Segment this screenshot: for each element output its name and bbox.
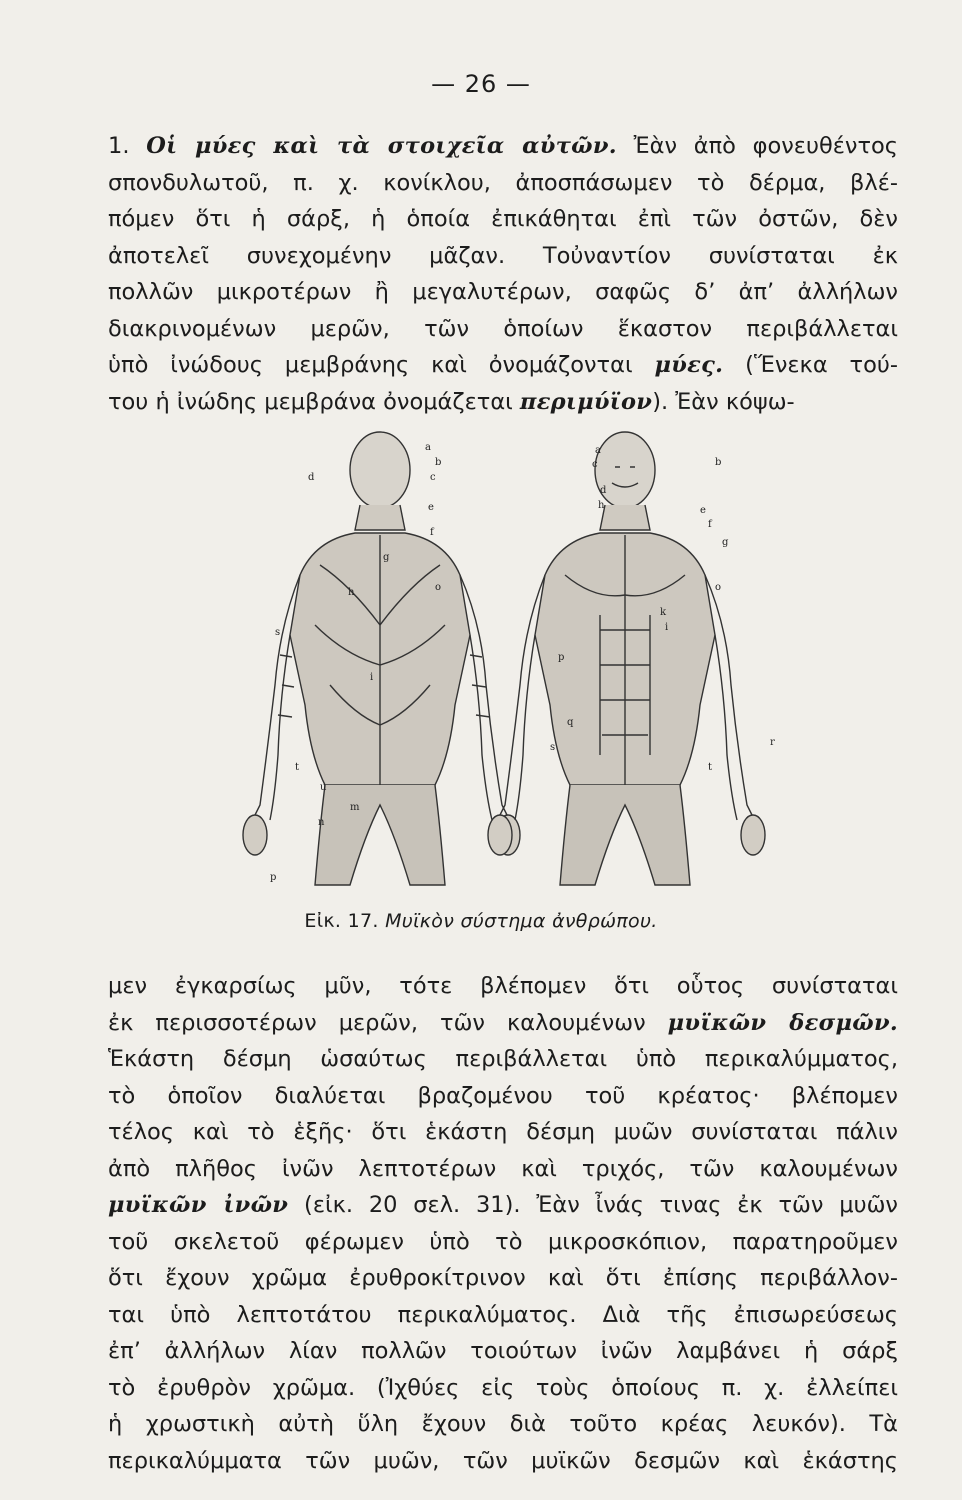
label-front-q: q [567, 717, 574, 728]
label-back-u: u [320, 782, 327, 793]
text-line [108, 1260, 898, 1297]
text-line [108, 201, 898, 238]
label-back-c: c [430, 472, 436, 483]
text-run: ἡ χρωστικὴ αὐτὴ ὕλη ἔχουν διὰ τοῦτο κρέας λευκόν). Τὰ [108, 1411, 898, 1437]
label-back-i: i [370, 672, 374, 683]
label-back-m: m [350, 802, 360, 813]
label-back-g: g [383, 552, 390, 563]
label-front-o: o [715, 582, 722, 593]
text-run: (Ἕνεκα τού- [723, 352, 899, 378]
label-front-d: d [600, 485, 607, 496]
text-line [108, 311, 898, 348]
figure-caption [0, 910, 962, 932]
front-view-figure [488, 432, 765, 885]
text-run: 1. [108, 133, 147, 159]
text-line [108, 1370, 898, 1407]
text-line [108, 1406, 898, 1443]
text-line [108, 128, 898, 165]
label-front-s: s [550, 742, 556, 753]
text-line [108, 1041, 898, 1078]
text-line [108, 384, 898, 421]
emphasis-term: μυϊκῶν δεσμῶν. [667, 1009, 898, 1036]
figure-caption-number: Εἰκ. 17. [304, 910, 379, 932]
paragraph-bottom [108, 968, 898, 1479]
back-view-figure [243, 432, 520, 885]
text-run: τὸ ὁποῖον διαλύεται βραζομένου τοῦ κρέατος· βλέπομεν [108, 1082, 898, 1109]
label-front-i: i [665, 622, 669, 633]
text-run: ὑπὸ ἰνώδους μεμβράνης καὶ ὀνομάζονται [108, 352, 655, 378]
label-back-e: e [428, 502, 434, 513]
text-line [108, 238, 898, 275]
text-line [108, 1333, 898, 1370]
emphasis-term: Οἱ μύες καὶ τὰ στοιχεῖα αὐτῶν. [146, 133, 617, 159]
text-line [108, 1114, 898, 1151]
text-run: τοῦ σκελετοῦ φέρωμεν ὑπὸ τὸ μικροσκόπιον, παρατηροῦμεν [108, 1228, 898, 1255]
label-back-s: s [275, 627, 281, 638]
label-back-d: d [308, 472, 315, 483]
label-front-p: p [558, 652, 565, 663]
label-front-a: a [595, 445, 601, 456]
text-run: ἀπὸ πλῆθος ἰνῶν λεπτοτέρων καὶ τριχός, τῶν καλουμένων [108, 1155, 898, 1182]
text-run: του ἡ ἰνώδης μεμβράνα ὀνομάζεται [108, 388, 520, 415]
emphasis-term: μύες. [654, 352, 724, 378]
label-back-b: b [435, 457, 442, 468]
label-front-r: r [770, 737, 775, 748]
text-run: πόμεν ὅτι ἡ σάρξ, ἡ ὁποία ἐπικάθηται ἐπὶ τῶν ὀστῶν, δὲν [108, 206, 898, 232]
figure-muscular-system [220, 425, 780, 905]
label-back-h: h [348, 587, 355, 598]
text-run: ). Ἐὰν κόψω- [652, 388, 795, 415]
label-front-c: c [592, 459, 598, 470]
figure-caption-title: Μυϊκὸν σύστημα ἀνθρώπου. [385, 910, 658, 932]
paragraph-top [108, 128, 898, 420]
emphasis-term: μυϊκῶν ἰνῶν [108, 1192, 289, 1218]
text-line [108, 1005, 898, 1042]
text-line [108, 1151, 898, 1188]
muscle-figure-illustration [220, 425, 780, 905]
label-front-g: g [722, 537, 729, 548]
label-back-t: t [295, 762, 300, 773]
text-run: περικαλύμματα τῶν μυῶν, τῶν μυϊκῶν δεσμῶν καὶ ἑκάστης [108, 1447, 898, 1474]
text-run: τὸ ἐρυθρὸν χρῶμα. (Ἰχθύες εἰς τοὺς ὁποίους π. χ. ἐλλείπει [108, 1374, 898, 1401]
text-run: ὅτι ἔχουν χρῶμα ἐρυθροκίτρινον καὶ ὅτι ἐπίσης περιβάλλον- [108, 1265, 898, 1291]
label-back-p: p [270, 872, 277, 883]
text-line [108, 165, 898, 202]
text-run: πολλῶν μικροτέρων ἢ μεγαλυτέρων, σαφῶς δ’ ἀπ’ ἀλλήλων [108, 279, 898, 305]
text-run: Ἑκάστη δέσμη ὡσαύτως περιβάλλεται ὑπὸ περικαλύμματος, [108, 1046, 898, 1072]
text-run: μεν ἐγκαρσίως μῦν, τότε βλέπομεν ὅτι οὗτος συνίσταται [108, 973, 898, 999]
page-number: — 26 — [431, 70, 531, 98]
label-front-t: t [708, 762, 713, 773]
text-run: τέλος καὶ τὸ ἑξῆς· ὅτι ἑκάστη δέσμη μυῶν συνίσταται πάλιν [108, 1119, 898, 1145]
label-front-e: e [700, 505, 706, 516]
text-run: σπονδυλωτοῦ, π. χ. κονίκλου, ἀποσπάσωμεν τὸ δέρμα, βλέ- [108, 169, 898, 196]
label-back-a: a [425, 442, 431, 453]
text-line [108, 347, 898, 384]
label-back-n: n [318, 817, 325, 828]
label-back-o: o [435, 582, 442, 593]
text-run: ἐκ περισσοτέρων μερῶν, τῶν καλουμένων [108, 1009, 668, 1036]
label-front-b: b [715, 457, 722, 468]
text-run: διακρινομένων μερῶν, τῶν ὁποίων ἕκαστον περιβάλλεται [108, 315, 898, 342]
text-run: ἐπ’ ἀλλήλων λίαν πολλῶν τοιούτων ἰνῶν λαμβάνει ἡ σάρξ [108, 1338, 898, 1364]
text-line [108, 1187, 898, 1224]
text-line [108, 1443, 898, 1480]
text-run: (εἰκ. 20 σελ. 31). Ἐὰν ἶνάς τινας ἐκ τῶν μυῶν [288, 1192, 898, 1218]
text-run: Ἐὰν ἀπὸ φονευθέντος [616, 133, 898, 159]
text-run: ἀποτελεῖ συνεχομένην μᾶζαν. Τοὐναντίον συνίσταται ἐκ [108, 242, 898, 269]
text-run: ται ὑπὸ λεπτοτάτου περικαλύματος. Διὰ τῆς ἐπισωρεύσεως [108, 1301, 898, 1328]
label-back-f: f [430, 527, 434, 538]
label-front-f: f [708, 519, 712, 530]
text-line [108, 1224, 898, 1261]
emphasis-term: περιμύϊον [519, 388, 653, 415]
label-front-k: k [660, 607, 667, 618]
text-line [108, 1297, 898, 1334]
text-line [108, 1078, 898, 1115]
text-line [108, 968, 898, 1005]
label-front-h: h [598, 500, 605, 511]
text-line [108, 274, 898, 311]
